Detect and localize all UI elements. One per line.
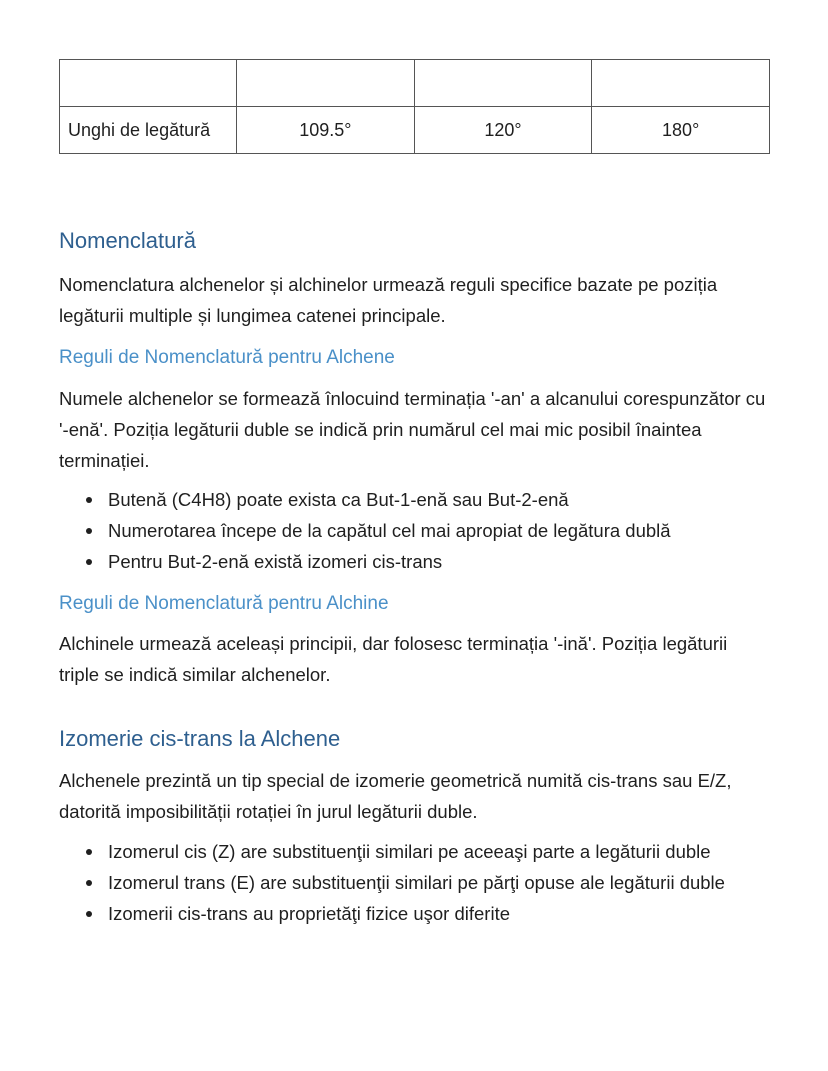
section-heading-izomerie: Izomerie cis-trans la Alchene: [59, 726, 341, 751]
list-item: Izomerii cis-trans au proprietăţi fizice uşor diferite: [59, 898, 770, 929]
paragraph-nomenclatura-intro: Nomenclatura alchenelor și alchinelor urmează reguli specifice bazate pe poziția legăturii multiple și lungimea catenei principale.: [59, 274, 718, 326]
paragraph-izomerie: Alchenele prezintă un tip special de izomerie geometrică numită cis-trans sau E/Z, datorită imposibilității rotației în jurul legăturii duble.: [59, 770, 732, 822]
subheading-alchine-rules: Reguli de Nomenclatură pentru Alchine: [59, 593, 389, 614]
table-row: [60, 107, 770, 154]
table-cell: 109.5°: [237, 107, 415, 154]
section-heading-nomenclatura: Nomenclatură: [59, 228, 196, 253]
list-item: Pentru But-2-enă există izomeri cis-trans: [59, 546, 770, 577]
table-row: [60, 60, 770, 107]
list-item: Izomerul cis (Z) are substituenţii similari pe aceeaşi parte a legăturii duble: [59, 836, 770, 867]
list-item: Butenă (C4H8) poate exista ca But-1-enă sau But-2-enă: [59, 484, 770, 515]
list-item: Izomerul trans (E) are substituenţii similari pe părţi opuse ale legăturii duble: [59, 867, 770, 898]
izomerie-list: [59, 836, 770, 929]
list-item: Numerotarea începe de la capătul cel mai apropiat de legătura dublă: [59, 515, 770, 546]
subheading-alchene-rules: Reguli de Nomenclatură pentru Alchene: [59, 347, 395, 368]
paragraph-alchene-rules: Numele alchenelor se formează înlocuind terminația '-an' a alcanului corespunzător cu '-enă'. Poziția legăturii duble se indică prin numărul cel mai mic posibil înaintea terminației.: [59, 388, 766, 471]
table-cell: 180°: [592, 107, 770, 154]
document-page: [59, 59, 770, 924]
table-cell: [592, 60, 770, 107]
table-cell: [237, 60, 415, 107]
bond-properties-table: [59, 59, 770, 154]
paragraph-alchine-rules: Alchinele urmează aceleași principii, dar folosesc terminația '-ină'. Poziția legăturii triple se indică similar alchenelor.: [59, 633, 728, 685]
table-cell: Unghi de legătură: [60, 107, 237, 154]
table-cell: [414, 60, 592, 107]
table-cell: 120°: [414, 107, 592, 154]
alchene-rules-list: [59, 484, 770, 577]
table-cell: [60, 60, 237, 107]
